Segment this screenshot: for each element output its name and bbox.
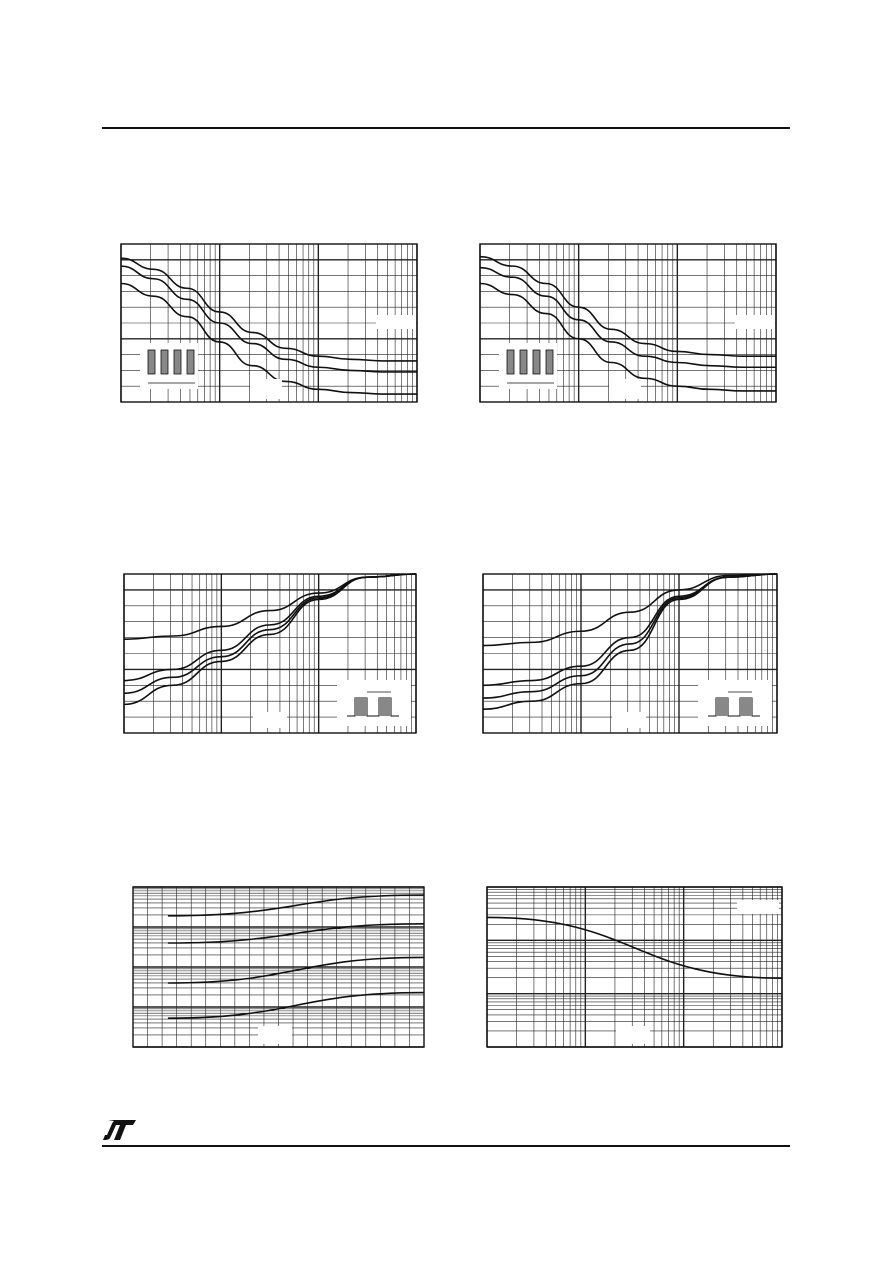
chart-6 xyxy=(486,886,783,1048)
series-line-2 xyxy=(483,574,777,685)
label-mask xyxy=(609,379,641,399)
label-mask xyxy=(376,315,416,329)
inset-pulse-bar xyxy=(520,350,527,374)
pulse-timing-inset xyxy=(337,680,411,726)
grid xyxy=(133,887,424,1047)
inset-pulse-bar xyxy=(546,350,553,374)
label-mask xyxy=(258,1026,292,1044)
inset-pulse-bar xyxy=(507,350,514,374)
inset-background xyxy=(337,680,411,726)
inset-pulse-bar xyxy=(161,350,168,374)
series-line-4 xyxy=(168,993,424,1019)
inset-pulse-bar xyxy=(379,698,391,716)
series-line-1 xyxy=(480,257,776,357)
chart-2 xyxy=(479,243,777,403)
pulse-timing-inset xyxy=(698,680,772,726)
pulse-train-inset xyxy=(499,343,557,389)
st-logo-icon xyxy=(102,1118,138,1142)
inset-pulse-bar xyxy=(355,698,367,716)
inset-pulse-bar xyxy=(187,350,194,374)
label-mask xyxy=(737,900,779,914)
inset-pulse-bar xyxy=(148,350,155,374)
footer-rule xyxy=(102,1145,790,1147)
inset-pulse-bar xyxy=(174,350,181,374)
label-mask xyxy=(735,315,775,329)
chart-3 xyxy=(123,573,417,734)
series-line-1 xyxy=(483,574,777,646)
inset-pulse-bar xyxy=(716,698,728,716)
label-mask xyxy=(253,712,287,728)
label-mask xyxy=(612,712,646,728)
pulse-train-inset xyxy=(140,343,198,389)
chart-4 xyxy=(482,573,778,734)
label-mask xyxy=(616,1026,650,1044)
label-mask xyxy=(250,379,282,399)
inset-background xyxy=(698,680,772,726)
inset-pulse-bar xyxy=(533,350,540,374)
series-line-3 xyxy=(483,574,777,698)
chart-1 xyxy=(120,243,418,403)
series-line-1 xyxy=(487,917,782,978)
series-line-1 xyxy=(168,895,424,916)
inset-pulse-bar xyxy=(740,698,752,716)
chart-5 xyxy=(132,886,425,1048)
header-rule xyxy=(102,127,790,129)
